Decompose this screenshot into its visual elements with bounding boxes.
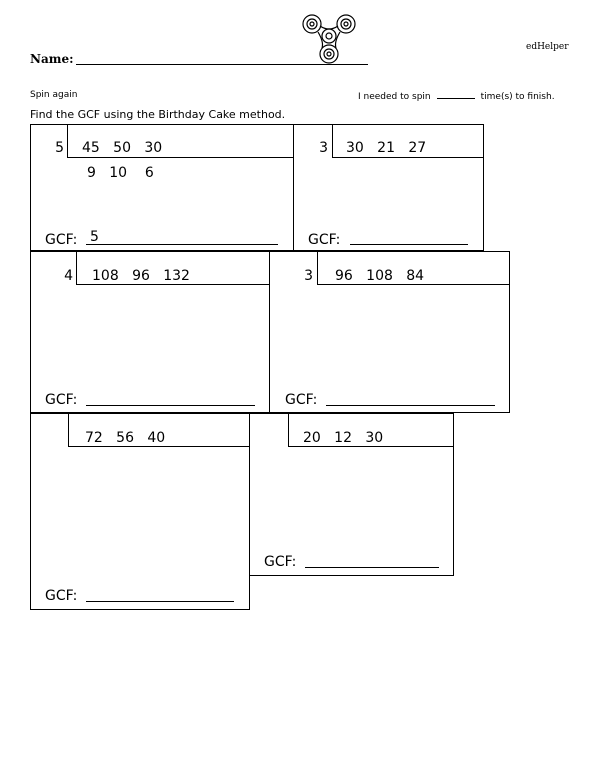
brand-label: edHelper xyxy=(526,42,569,52)
gcf-answer-line[interactable] xyxy=(350,244,468,245)
gcf-answer: 5 xyxy=(90,229,99,245)
numbers-row: 72 56 40 xyxy=(85,430,166,446)
numbers-row: 108 96 132 xyxy=(92,268,190,284)
divisor: 4 xyxy=(64,268,73,284)
gcf-answer-line[interactable] xyxy=(86,601,234,602)
gcf-label: GCF: xyxy=(308,232,341,248)
gcf-answer-line[interactable] xyxy=(86,405,255,406)
gcf-answer-line[interactable] xyxy=(86,244,278,245)
divisor: 5 xyxy=(55,140,64,156)
fidget-spinner-icon xyxy=(300,12,358,66)
instruction-text: Find the GCF using the Birthday Cake method. xyxy=(30,108,286,121)
gcf-answer-line[interactable] xyxy=(305,567,439,568)
gcf-label: GCF: xyxy=(264,554,297,570)
numbers-row: 45 50 30 xyxy=(82,140,163,156)
gcf-label: GCF: xyxy=(285,392,318,408)
spin-count-prefix: I needed to spin xyxy=(358,92,431,102)
name-label: Name: xyxy=(30,52,74,66)
spin-count-row xyxy=(358,90,555,102)
spin-again-label: Spin again xyxy=(30,90,78,100)
gcf-answer-line[interactable] xyxy=(326,405,495,406)
numbers-row: 20 12 30 xyxy=(303,430,384,446)
divisor: 3 xyxy=(319,140,328,156)
gcf-label: GCF: xyxy=(45,392,78,408)
spin-count-suffix: time(s) to finish. xyxy=(480,92,555,102)
numbers-row: 30 21 27 xyxy=(346,140,427,156)
quotient-row: 9 10 6 xyxy=(87,165,154,181)
gcf-label: GCF: xyxy=(45,588,78,604)
numbers-row: 96 108 84 xyxy=(335,268,425,284)
divisor: 3 xyxy=(304,268,313,284)
spin-count-blank[interactable] xyxy=(437,90,475,99)
gcf-label: GCF: xyxy=(45,232,78,248)
